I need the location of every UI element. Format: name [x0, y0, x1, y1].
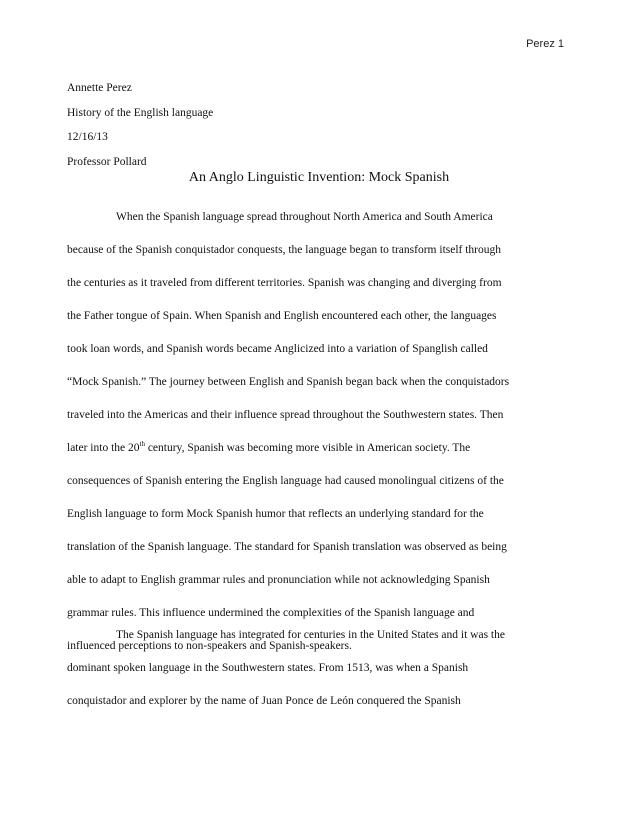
professor-name: Professor Pollard	[67, 155, 147, 168]
essay-title: An Anglo Linguistic Invention: Mock Spanish	[188, 170, 450, 185]
text-line: the Father tongue of Spain. When Spanish and English encountered each other, the languages	[67, 310, 497, 322]
text-segment: century, Spanish was becoming more visible in American society. The	[144, 442, 471, 454]
running-head: Perez 1	[526, 38, 564, 50]
text-line: The Spanish language has integrated for centuries in the United States and it was the	[116, 629, 505, 641]
text-line: translation of the Spanish language. The standard for Spanish translation was observed as being	[67, 541, 507, 553]
text-line: traveled into the Americas and their influence spread throughout the Southwestern states. Then	[67, 409, 504, 421]
text-line: When the Spanish language spread throughout North America and South America	[116, 211, 493, 223]
text-line: able to adapt to English grammar rules and pronunciation while not acknowledging Spanish	[67, 574, 490, 586]
course-name: History of the English language	[67, 106, 214, 119]
text-line: grammar rules. This influence undermined the complexities of the Spanish language and	[67, 607, 475, 619]
text-line: dominant spoken language in the Southwestern states. From 1513, was when a Spanish	[67, 662, 469, 674]
text-line: took loan words, and Spanish words became Anglicized into a variation of Spanglish called	[67, 343, 488, 355]
text-line	[67, 441, 470, 455]
superscript: th	[139, 440, 145, 449]
date: 12/16/13	[67, 131, 108, 143]
text-line: English language to form Mock Spanish humor that reflects an underlying standard for the	[67, 508, 484, 520]
author-name: Annette Perez	[67, 82, 132, 94]
text-line: consequences of Spanish entering the English language had caused monolingual citizens of the	[67, 475, 504, 487]
text-segment: later into the 20	[67, 442, 140, 454]
heading-block	[67, 76, 213, 174]
text-line: “Mock Spanish.” The journey between English and Spanish began back when the conquistadors	[67, 376, 510, 388]
text-line: conquistador and explorer by the name of Juan Ponce de León conquered the Spanish	[67, 695, 461, 707]
text-line: because of the Spanish conquistador conquests, the language began to transform itself through	[67, 244, 502, 256]
text-line: the centuries as it traveled from different territories. Spanish was changing and diverging from	[67, 277, 502, 289]
text-line: influenced perceptions to non-speakers and Spanish-speakers.	[67, 640, 352, 652]
